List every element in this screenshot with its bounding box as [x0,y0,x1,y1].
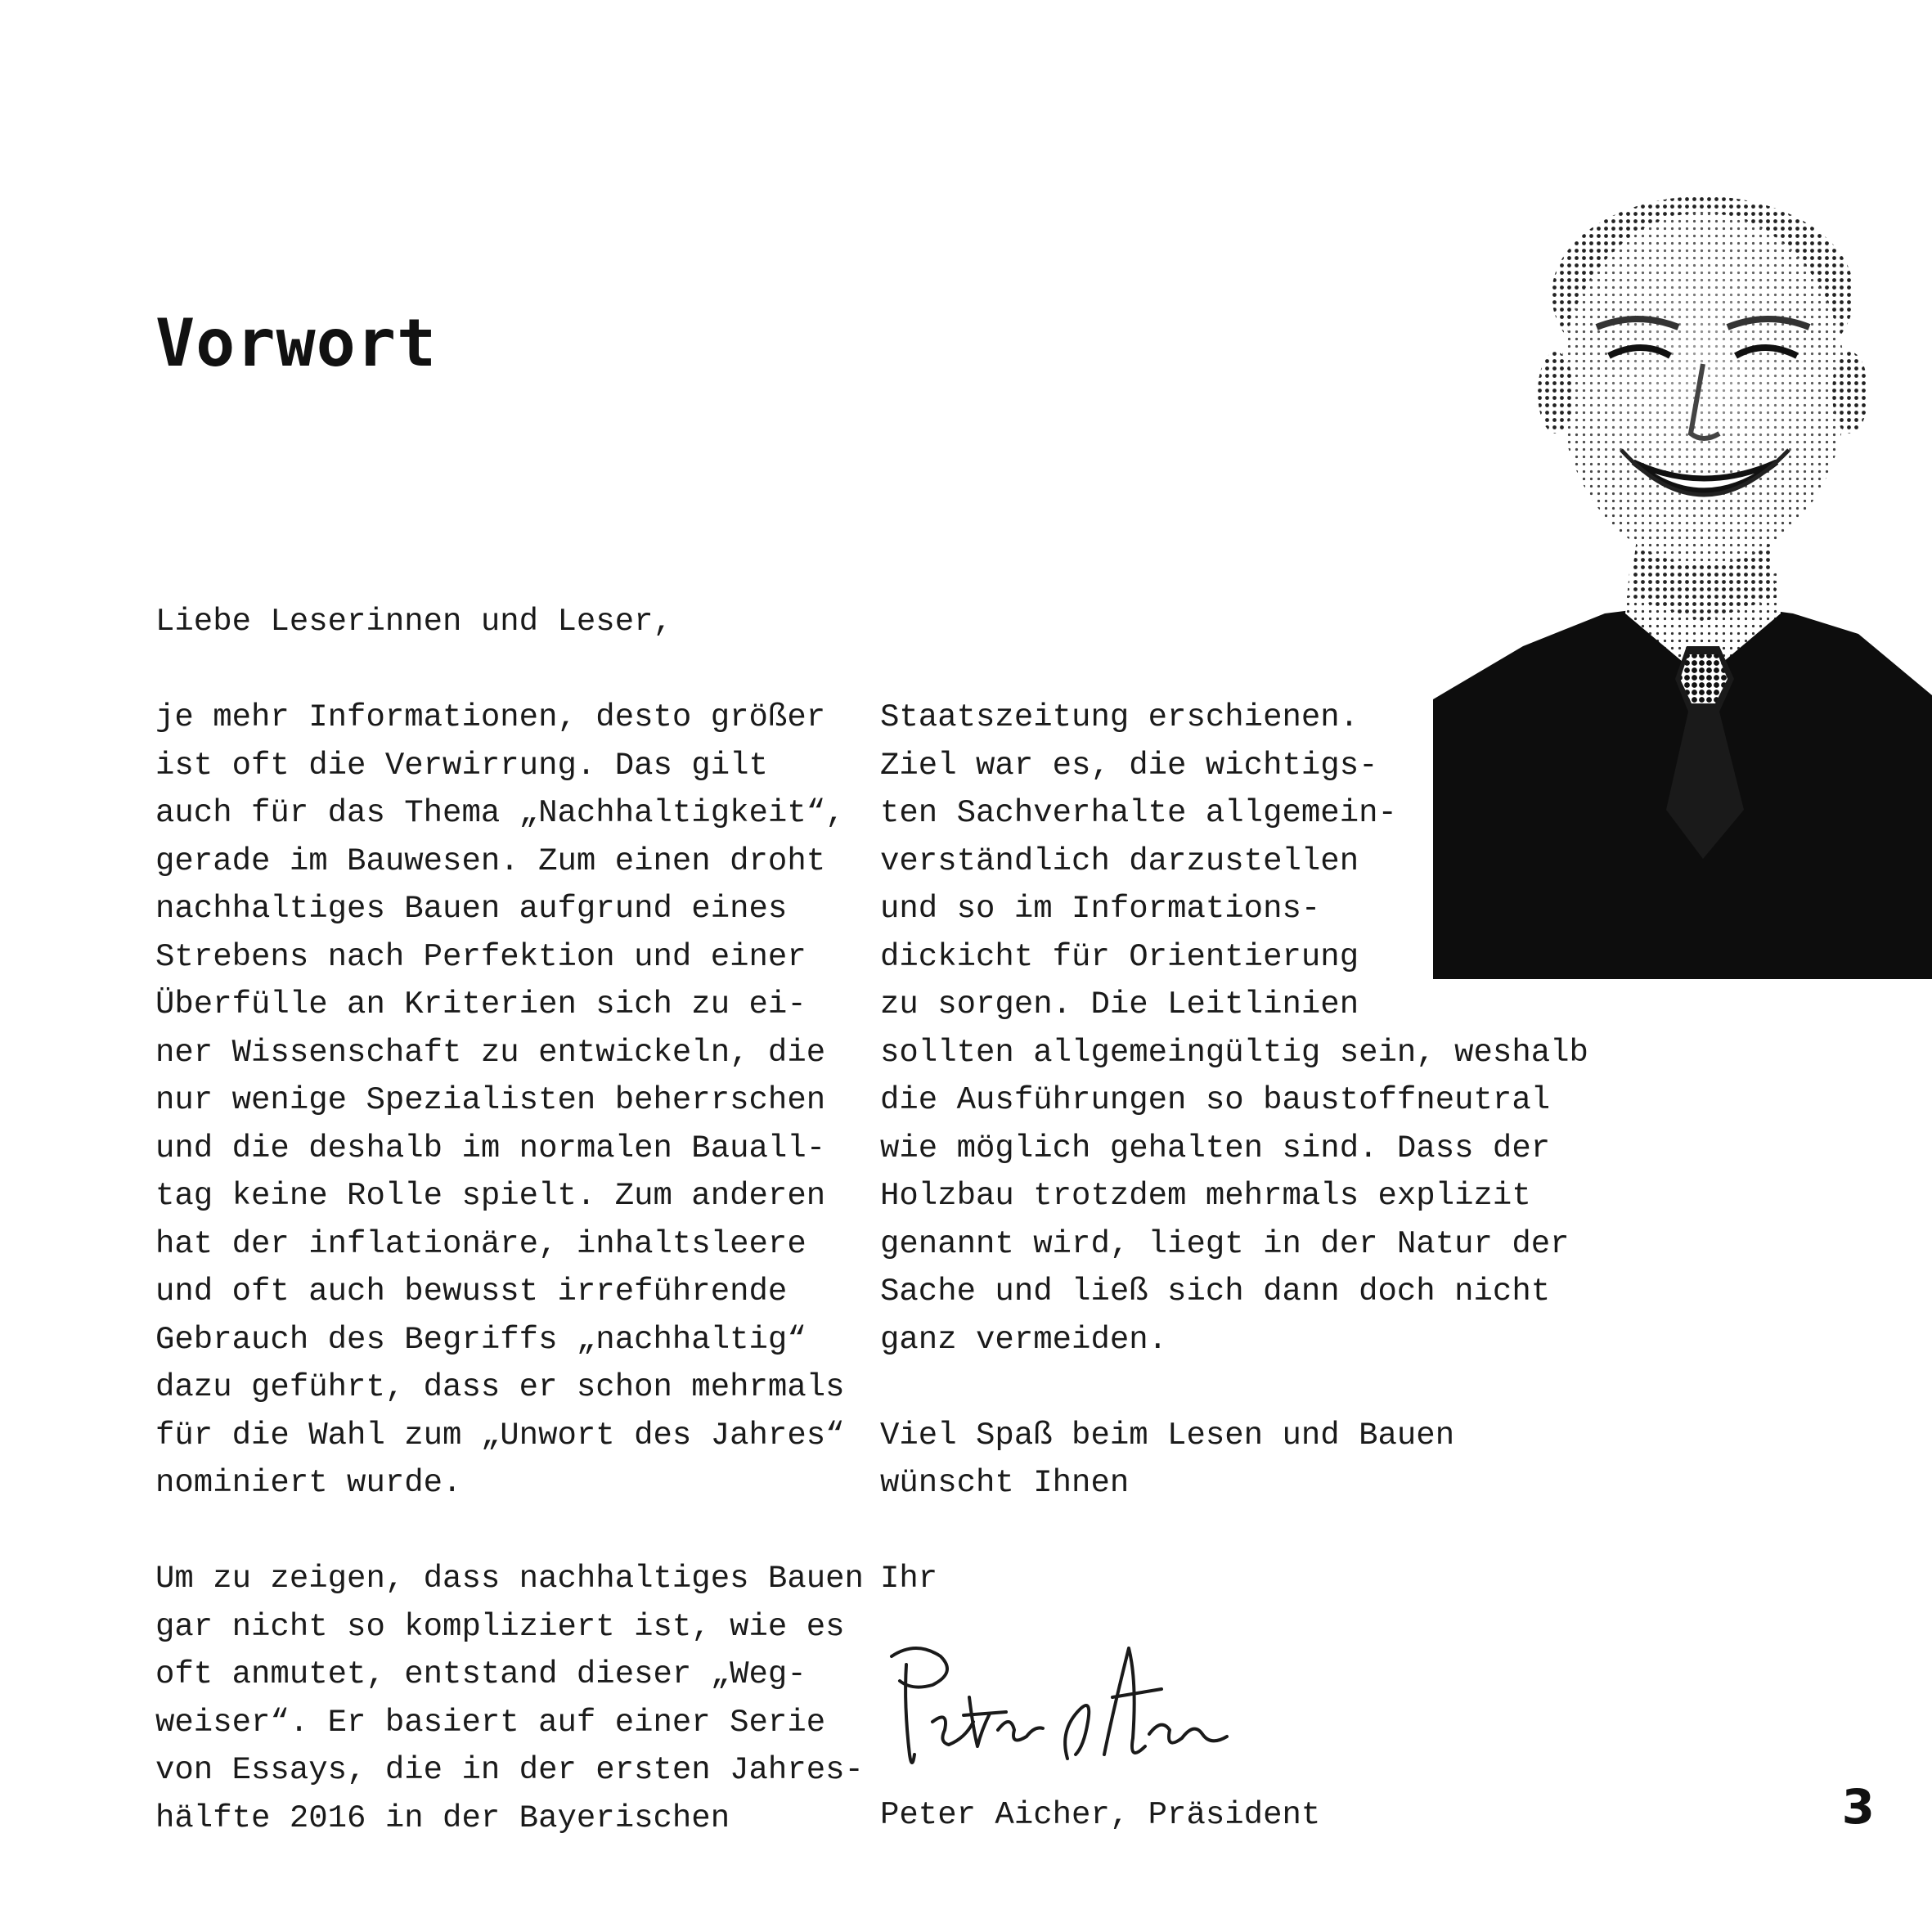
page-number: 3 [1841,1779,1875,1835]
body-paragraph: Um zu zeigen, dass nachhaltiges Bauen gar nicht so kompliziert ist, wie es oft anmutet, entstand dieser „Weg- weiser“. Er basiert auf einer Serie von Essays, die in der ersten Jahres- hälfte 2016 in der Bayerischen [155,1561,864,1836]
closing-line: Viel Spaß beim Lesen und Bauen wünscht Ihnen [880,1417,1455,1501]
closing-ihr: Ihr [880,1561,938,1597]
page-title: Vorwort [155,305,438,381]
body-paragraph: je mehr Informationen, desto größer ist oft die Verwirrung. Das gilt auch für das Thema „Nachhaltigkeit“, gerade im Bauwesen. Zum einen droht nachhaltiges Bauen aufgrund eines Strebens nach Perfektion und einer Überfülle an Kriterien sich zu ei- ner Wissenschaft zu entwickeln, die nur wenige Spezialisten beherrschen und die deshalb im normalen Bauall- tag keine Rolle spielt. Zum anderen hat der inflationäre, inhaltsleere und oft auch bewusst irreführende Gebrauch des Begriffs „nachhaltig“ dazu geführt, dass er schon mehrmals für die Wahl zum „Unwort des Jahres“ nominiert wurde. [155,699,845,1501]
left-column [155,694,864,1842]
signer-name: Peter Aicher, Präsident [880,1797,1321,1833]
body-paragraph: Staatszeitung erschienen. Ziel war es, die wichtigs- ten Sachverhalte allgemein- verständlich darzustellen und so im Informations- dickicht für Orientierung zu sorgen. Die Leitlinien sollten allgemeingültig sein, weshalb die Ausführungen so baustoffneutral wie möglich gehalten sind. Dass der Holzbau trotzdem mehrmals explizit genannt wird, liegt in der Natur der Sache und ließ sich dann doch nicht ganz vermeiden. [880,699,1588,1358]
portrait-photo [1433,188,1932,979]
salutation: Liebe Leserinnen und Leser, [155,604,672,640]
handwritten-signature [867,1632,1251,1795]
